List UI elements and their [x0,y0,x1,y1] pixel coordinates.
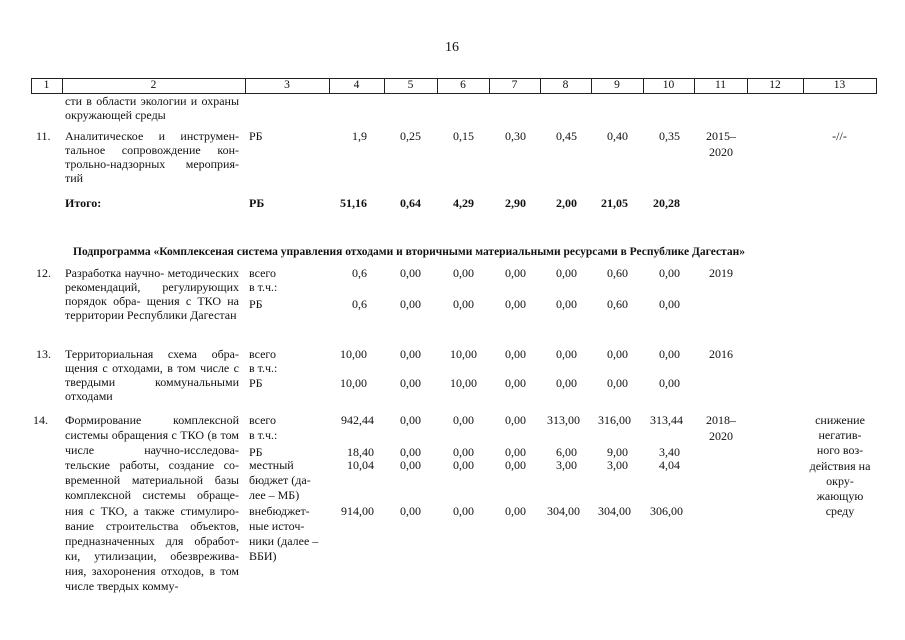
funding-source: РБ [249,445,263,459]
funding-source-mb: местный [249,458,294,472]
value-cell: 51,16 [340,196,367,210]
value-cell: 0,00 [505,376,526,390]
header-cell: 10 [662,79,675,91]
value-cell: 0,60 [607,297,628,311]
header-cell: 4 [353,79,360,91]
value-cell: 4,29 [453,196,474,210]
value-cell: 0,00 [453,413,474,427]
row-number: 14. [33,413,48,427]
value-cell: 1,9 [352,129,367,143]
funding-source: РБ [249,297,263,311]
value-cell: 304,00 [547,504,580,518]
value-cell: 0,00 [505,347,526,361]
value-cell: 0,00 [607,376,628,390]
value-cell: 0,00 [556,376,577,390]
value-cell: 0,45 [556,129,577,143]
funding-source-mb: бюджет (да- [249,473,311,487]
value-cell: 0,00 [556,347,577,361]
value-cell: 0,00 [400,504,421,518]
period-end: 2020 [709,429,733,443]
funding-source: РБ [249,129,263,143]
value-cell: 3,00 [556,458,577,472]
header-cell: 2 [150,79,157,91]
value-cell: 18,40 [347,445,374,459]
value-cell: 0,6 [352,297,367,311]
period-end: 2020 [709,145,733,159]
value-cell: 0,00 [659,347,680,361]
value-cell: 0,00 [505,266,526,280]
value-cell: 9,00 [607,445,628,459]
value-cell: 942,44 [341,413,374,427]
funding-source-vbi: внебюджет- [249,504,310,518]
value-cell: 0,00 [400,266,421,280]
funding-source-vbi: ники (далее – [249,534,319,548]
header-cell: 7 [511,79,518,91]
value-cell: 0,00 [659,266,680,280]
result-cell: -//- [832,129,847,143]
value-cell: 0,00 [400,376,421,390]
value-cell: 3,40 [659,445,680,459]
value-cell: 0,00 [453,266,474,280]
value-cell: 20,28 [653,196,680,210]
value-cell: 10,00 [450,347,477,361]
value-cell: 0,00 [400,458,421,472]
value-cell: 0,00 [607,347,628,361]
value-cell: 0,00 [453,458,474,472]
value-cell: 0,00 [505,458,526,472]
funding-including-label: в т.ч.: [249,280,278,294]
total-label: Итого: [65,196,102,210]
funding-source-mb: лее – МБ) [249,488,300,502]
value-cell: 10,04 [347,458,374,472]
row-description: Территориальная схема обра- щения с отходами, в том числе с твердыми коммунальными отходами [65,347,239,403]
row-number: 11. [36,129,51,143]
row-description: Разработка научно- методических рекомендаций, регулирующих порядок обра- щения с ТКО на территории Республики Дагестан [65,266,239,322]
value-cell: 0,25 [400,129,421,143]
period: 2016 [709,347,733,361]
header-cell: 13 [833,79,846,91]
value-cell: 0,64 [400,196,421,210]
value-cell: 0,00 [453,297,474,311]
value-cell: 4,04 [659,458,680,472]
value-cell: 6,00 [556,445,577,459]
row-description: Формирование комплексной системы обращения с ТКО (в том числе научно-исследова- тельские работы, создание со- временной материальной базы комплексной системы обраще- ния с ТКО, а также стимулиро- вание строительства объектов, предназначенных для обработ- ки, утилизации, обезврежива- ния, захоронения отходов, в том числе твердых комму- [65,413,239,594]
period-start: 2015– [706,129,736,143]
page-number: 16 [445,40,459,55]
value-cell: 10,00 [340,376,367,390]
value-cell: 0,00 [556,297,577,311]
funding-source-vbi: ные источ- [249,519,305,533]
value-cell: 2,90 [505,196,526,210]
subprogram-title: Подпрограмма «Комплексеная система управления отходами и вторичными материальными ресурсами в Республике Дагестан» [73,246,745,258]
funding-source-vbi: ВБИ) [249,549,277,563]
header-cell: 3 [284,79,290,91]
result-cell: снижение негатив- ного воз- действия на окру- жающую среду [809,413,871,519]
value-cell: 316,00 [598,413,631,427]
value-cell: 0,15 [453,129,474,143]
header-cell: 9 [614,79,620,91]
value-cell: 10,00 [450,376,477,390]
funding-source: РБ [249,196,265,210]
period: 2019 [709,266,733,280]
value-cell: 0,00 [400,413,421,427]
value-cell: 0,00 [400,445,421,459]
header-cell: 5 [407,79,414,91]
funding-total-label: всего [249,347,277,361]
funding-total-label: всего [249,413,277,427]
value-cell: 0,00 [505,413,526,427]
value-cell: 914,00 [341,504,374,518]
value-cell: 0,00 [453,504,474,518]
row-number: 13. [36,347,51,361]
header-cell: 11 [714,79,727,91]
value-cell: 0,00 [659,376,680,390]
value-cell: 0,00 [400,297,421,311]
value-cell: 313,44 [650,413,683,427]
value-cell: 3,00 [607,458,628,472]
value-cell: 0,40 [607,129,628,143]
row-number: 12. [36,266,51,280]
value-cell: 0,6 [352,266,367,280]
funding-source: РБ [249,376,263,390]
value-cell: 21,05 [601,196,628,210]
value-cell: 0,00 [505,445,526,459]
value-cell: 304,00 [598,504,631,518]
value-cell: 306,00 [650,504,683,518]
value-cell: 0,30 [505,129,526,143]
value-cell: 0,00 [400,347,421,361]
value-cell: 0,35 [659,129,680,143]
header-divider [876,78,877,93]
period-start: 2018– [706,413,736,427]
row-description: Аналитическое и инструмен- тальное сопровождение кон- трольно-надзорных мероприя- тий [65,129,239,185]
value-cell: 313,00 [547,413,580,427]
funding-including-label: в т.ч.: [249,428,278,442]
header-cell: 12 [769,79,781,91]
value-cell: 0,00 [556,266,577,280]
funding-total-label: всего [249,266,277,280]
value-cell: 2,00 [556,196,577,210]
value-cell: 0,00 [453,445,474,459]
value-cell: 0,00 [659,297,680,311]
value-cell: 0,60 [607,266,628,280]
value-cell: 0,00 [505,504,526,518]
header-cell: 6 [460,79,466,91]
continued-description: сти в области экологии и охраны окружающей среды [65,94,239,122]
header-cell: 1 [43,79,50,91]
value-cell: 0,00 [505,297,526,311]
header-cell: 8 [562,79,569,91]
value-cell: 10,00 [340,347,367,361]
funding-including-label: в т.ч.: [249,361,278,375]
